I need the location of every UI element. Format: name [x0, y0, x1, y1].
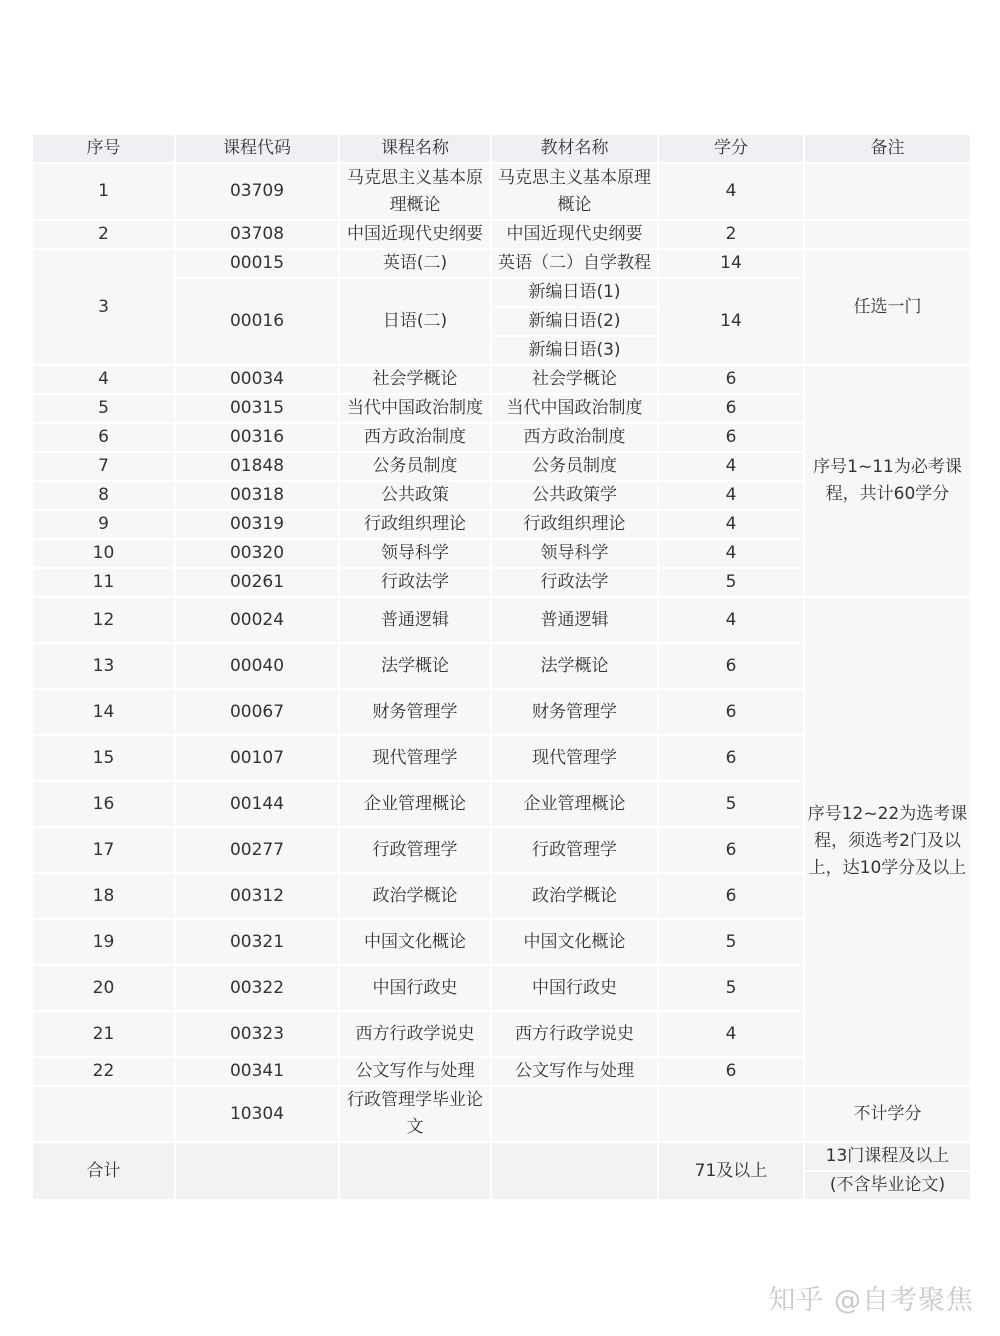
cell-textbook: 政治学概论	[491, 873, 658, 919]
cell-remark-required: 序号1~11为必考课程，共计60学分	[804, 365, 971, 597]
cell-code: 03708	[175, 220, 339, 249]
header-no: 序号	[32, 134, 175, 163]
cell-textbook: 公文写作与处理	[491, 1057, 658, 1086]
table-row	[32, 220, 971, 249]
cell-no: 22	[32, 1057, 175, 1086]
table-row-total	[32, 1142, 971, 1171]
header-code: 课程代码	[175, 134, 339, 163]
cell-code: 00261	[175, 568, 339, 597]
cell-textbook: 英语（二）自学教程	[491, 249, 658, 278]
cell-textbook: 普通逻辑	[491, 597, 658, 643]
cell-textbook: 新编日语(2)	[491, 307, 658, 336]
cell-course-name: 当代中国政治制度	[339, 394, 491, 423]
cell-course-name: 领导科学	[339, 539, 491, 568]
cell-textbook: 企业管理概论	[491, 781, 658, 827]
cell-no: 13	[32, 643, 175, 689]
cell-textbook: 当代中国政治制度	[491, 394, 658, 423]
cell-code: 00316	[175, 423, 339, 452]
cell-credit: 4	[658, 539, 804, 568]
course-plan-table	[31, 133, 972, 1201]
cell-course-name	[339, 1142, 491, 1200]
cell-no: 16	[32, 781, 175, 827]
cell-course-name: 现代管理学	[339, 735, 491, 781]
cell-textbook	[491, 1086, 658, 1142]
cell-code: 00034	[175, 365, 339, 394]
cell-no: 8	[32, 481, 175, 510]
cell-no: 17	[32, 827, 175, 873]
cell-code: 10304	[175, 1086, 339, 1142]
cell-course-name: 行政组织理论	[339, 510, 491, 539]
cell-credit: 6	[658, 394, 804, 423]
cell-code: 00322	[175, 965, 339, 1011]
cell-code: 01848	[175, 452, 339, 481]
cell-code: 00107	[175, 735, 339, 781]
table-row-thesis	[32, 1086, 971, 1142]
cell-no: 10	[32, 539, 175, 568]
total-credits: 71及以上	[658, 1142, 804, 1200]
cell-credit: 6	[658, 1057, 804, 1086]
cell-textbook: 中国文化概论	[491, 919, 658, 965]
cell-no: 3	[32, 249, 175, 365]
cell-code: 00315	[175, 394, 339, 423]
cell-textbook: 现代管理学	[491, 735, 658, 781]
cell-credit: 4	[658, 597, 804, 643]
cell-credit: 14	[658, 278, 804, 365]
cell-code: 00024	[175, 597, 339, 643]
cell-code: 03709	[175, 163, 339, 220]
cell-no: 12	[32, 597, 175, 643]
cell-course-name: 行政管理学毕业论文	[339, 1086, 491, 1142]
header-textbook: 教材名称	[491, 134, 658, 163]
cell-code: 00341	[175, 1057, 339, 1086]
cell-course-name: 公务员制度	[339, 452, 491, 481]
cell-textbook: 公务员制度	[491, 452, 658, 481]
cell-textbook: 财务管理学	[491, 689, 658, 735]
header-credit: 学分	[658, 134, 804, 163]
cell-credit: 5	[658, 781, 804, 827]
cell-code: 00319	[175, 510, 339, 539]
table-row	[32, 249, 971, 278]
cell-course-name: 法学概论	[339, 643, 491, 689]
cell-no: 20	[32, 965, 175, 1011]
cell-no: 15	[32, 735, 175, 781]
cell-credit: 2	[658, 220, 804, 249]
cell-course-name: 西方政治制度	[339, 423, 491, 452]
cell-course-name: 公文写作与处理	[339, 1057, 491, 1086]
cell-code: 00016	[175, 278, 339, 365]
cell-code: 00312	[175, 873, 339, 919]
cell-remark-elective: 序号12~22为选考课程，须选考2门及以上，达10学分及以上	[804, 597, 971, 1086]
cell-textbook: 行政管理学	[491, 827, 658, 873]
cell-code: 00067	[175, 689, 339, 735]
cell-no: 18	[32, 873, 175, 919]
cell-remark-choose-one: 任选一门	[804, 249, 971, 365]
cell-credit: 4	[658, 452, 804, 481]
cell-textbook: 法学概论	[491, 643, 658, 689]
table-row	[32, 597, 971, 643]
table-row	[32, 163, 971, 220]
cell-textbook: 行政组织理论	[491, 510, 658, 539]
cell-course-name: 中国文化概论	[339, 919, 491, 965]
cell-course-name: 中国近现代史纲要	[339, 220, 491, 249]
header-row	[32, 134, 971, 163]
cell-no: 9	[32, 510, 175, 539]
cell-code: 00318	[175, 481, 339, 510]
cell-textbook: 新编日语(3)	[491, 336, 658, 365]
cell-credit	[658, 1086, 804, 1142]
cell-no: 21	[32, 1011, 175, 1057]
cell-textbook: 公共政策学	[491, 481, 658, 510]
cell-credit: 6	[658, 423, 804, 452]
cell-course-name: 西方行政学说史	[339, 1011, 491, 1057]
cell-code: 00277	[175, 827, 339, 873]
cell-code	[175, 1142, 339, 1200]
cell-course-name: 公共政策	[339, 481, 491, 510]
total-label: 合计	[32, 1142, 175, 1200]
cell-no: 2	[32, 220, 175, 249]
cell-textbook: 西方行政学说史	[491, 1011, 658, 1057]
cell-course-name: 社会学概论	[339, 365, 491, 394]
cell-credit: 5	[658, 965, 804, 1011]
cell-credit: 6	[658, 365, 804, 394]
cell-textbook: 新编日语(1)	[491, 278, 658, 307]
cell-course-name: 马克思主义基本原理概论	[339, 163, 491, 220]
header-remark: 备注	[804, 134, 971, 163]
header-course-name: 课程名称	[339, 134, 491, 163]
cell-credit: 4	[658, 163, 804, 220]
cell-textbook: 中国行政史	[491, 965, 658, 1011]
cell-course-name: 日语(二)	[339, 278, 491, 365]
cell-textbook: 马克思主义基本原理概论	[491, 163, 658, 220]
cell-no: 1	[32, 163, 175, 220]
cell-code: 00040	[175, 643, 339, 689]
cell-course-name: 财务管理学	[339, 689, 491, 735]
cell-no: 19	[32, 919, 175, 965]
cell-no: 11	[32, 568, 175, 597]
cell-textbook: 中国近现代史纲要	[491, 220, 658, 249]
cell-textbook: 行政法学	[491, 568, 658, 597]
cell-course-name: 行政法学	[339, 568, 491, 597]
cell-no: 5	[32, 394, 175, 423]
cell-no	[32, 1086, 175, 1142]
cell-code: 00323	[175, 1011, 339, 1057]
cell-no: 4	[32, 365, 175, 394]
cell-no: 7	[32, 452, 175, 481]
cell-course-name: 中国行政史	[339, 965, 491, 1011]
cell-code: 00320	[175, 539, 339, 568]
cell-course-name: 政治学概论	[339, 873, 491, 919]
cell-textbook: 社会学概论	[491, 365, 658, 394]
cell-textbook: 西方政治制度	[491, 423, 658, 452]
cell-course-name: 英语(二)	[339, 249, 491, 278]
cell-textbook	[491, 1142, 658, 1200]
total-note-line2: (不含毕业论文)	[804, 1171, 971, 1200]
cell-credit: 6	[658, 873, 804, 919]
cell-credit: 5	[658, 568, 804, 597]
cell-credit: 6	[658, 735, 804, 781]
watermark: 知乎 @自考聚焦	[768, 1285, 974, 1316]
cell-remark	[804, 163, 971, 220]
cell-code: 00144	[175, 781, 339, 827]
cell-credit: 6	[658, 827, 804, 873]
cell-credit: 4	[658, 481, 804, 510]
cell-course-name: 企业管理概论	[339, 781, 491, 827]
table-row	[32, 365, 971, 394]
cell-credit: 14	[658, 249, 804, 278]
cell-code: 00321	[175, 919, 339, 965]
cell-credit: 6	[658, 689, 804, 735]
cell-credit: 4	[658, 510, 804, 539]
cell-code: 00015	[175, 249, 339, 278]
cell-no: 6	[32, 423, 175, 452]
cell-no: 14	[32, 689, 175, 735]
cell-credit: 5	[658, 919, 804, 965]
cell-credit: 6	[658, 643, 804, 689]
cell-credit: 4	[658, 1011, 804, 1057]
total-note-line1: 13门课程及以上	[804, 1142, 971, 1171]
cell-course-name: 行政管理学	[339, 827, 491, 873]
cell-remark	[804, 220, 971, 249]
cell-remark-thesis: 不计学分	[804, 1086, 971, 1142]
cell-textbook: 领导科学	[491, 539, 658, 568]
cell-course-name: 普通逻辑	[339, 597, 491, 643]
